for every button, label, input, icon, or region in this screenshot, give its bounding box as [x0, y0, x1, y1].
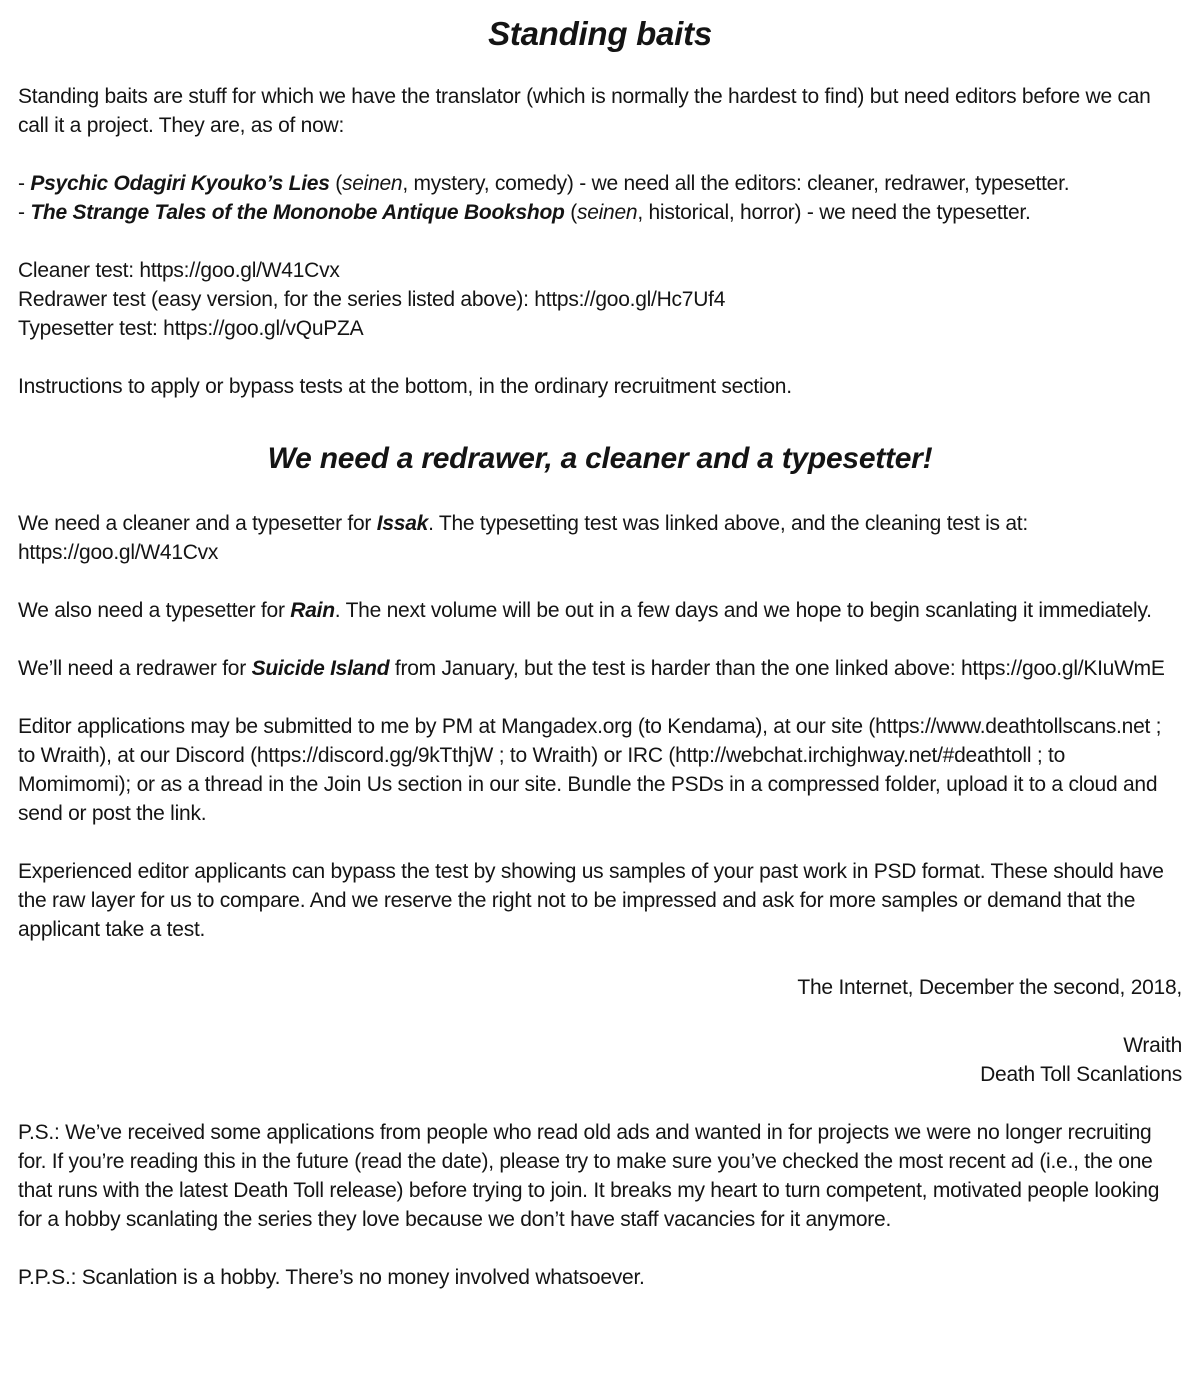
- series-name: The Strange Tales of the Mononobe Antique Bookshop: [30, 201, 565, 224]
- series-item: [18, 198, 1182, 227]
- signature-dateline: The Internet, December the second, 2018,: [797, 976, 1182, 999]
- series-paren: (: [564, 201, 577, 224]
- series-genre: seinen: [341, 172, 403, 195]
- intro-paragraph: Standing baits are stuff for which we have the translator (which is normally the hardest to find) but need editors before we can call it a project. They are, as of now:: [18, 85, 1151, 137]
- rain-text-before: We also need a typesetter for: [18, 599, 291, 622]
- series-item: [18, 169, 1182, 198]
- rain-paragraph: [18, 596, 1182, 625]
- series-needs: , historical, horror) - we need the typesetter.: [637, 201, 1031, 224]
- rain-text-after: . The next volume will be out in a few days and we hope to begin scanlating it immediately.: [334, 599, 1152, 622]
- suicide-island-text-after: from January, but the test is harder than the one linked above: https://goo.gl/KIuWmE: [389, 657, 1165, 680]
- ps-paragraph: P.S.: We’ve received some applications from people who read old ads and wanted in for projects we were no longer recruiting for. If you’re reading this in the future (read the date), please try to make sure you’ve checked the most recent ad (i.e., the one that runs with the latest Death Toll release) before trying to join. It breaks my heart to turn competent, motivated people looking for a hobby scanlating the series they love because we don’t have staff vacancies for it anymore.: [18, 1121, 1160, 1231]
- series-needs: , mystery, comedy) - we need all the editors: cleaner, redrawer, typesetter.: [402, 172, 1070, 195]
- signature-block: [18, 1031, 1182, 1089]
- issak-series-name: Issak: [376, 512, 429, 535]
- issak-text-before: We need a cleaner and a typesetter for: [18, 512, 377, 535]
- bypass-paragraph: Experienced editor applicants can bypass the test by showing us samples of your past work in PSD format. These should have the raw layer for us to compare. And we reserve the right not to be impressed and ask for more samples or demand that the applicant take a test.: [18, 860, 1164, 941]
- cleaner-test-line: Cleaner test: https://goo.gl/W41Cvx: [18, 259, 340, 282]
- instructions-paragraph: Instructions to apply or bypass tests at the bottom, in the ordinary recruitment section.: [18, 375, 792, 398]
- issak-paragraph: [18, 509, 1182, 567]
- series-dash: -: [18, 172, 31, 195]
- suicide-island-series-name: Suicide Island: [251, 657, 390, 680]
- test-links: [18, 256, 1182, 343]
- series-list: [18, 169, 1182, 227]
- pps-paragraph: P.P.S.: Scanlation is a hobby. There’s no money involved whatsoever.: [18, 1266, 645, 1289]
- series-name: Psychic Odagiri Kyouko’s Lies: [30, 172, 330, 195]
- redrawer-test-line: Redrawer test (easy version, for the series listed above): https://goo.gl/Hc7Uf4: [18, 288, 726, 311]
- need-section-title: We need a redrawer, a cleaner and a typesetter!: [267, 442, 933, 475]
- suicide-island-text-before: We’ll need a redrawer for: [18, 657, 252, 680]
- applications-paragraph: Editor applications may be submitted to me by PM at Mangadex.org (to Kendama), at our site (https://www.deathtollscans.net ; to Wraith), at our Discord (https://discord.gg/9kTthjW ; to Wraith) or IRC (http://webchat.irchighway.net/#deathtoll ; to Momimomi); or as a thread in the Join Us section in our site. Bundle the PSDs in a compressed folder, upload it to a cloud and send or post the link.: [18, 715, 1162, 825]
- suicide-island-paragraph: [18, 654, 1182, 683]
- series-genre: seinen: [576, 201, 638, 224]
- signature-author: Wraith: [1123, 1034, 1182, 1057]
- signature-group: Death Toll Scanlations: [980, 1063, 1182, 1086]
- page-title: Standing baits: [488, 15, 712, 52]
- series-dash: -: [18, 201, 31, 224]
- series-paren: (: [329, 172, 342, 195]
- issak-text-after: . The typesetting test was linked above, and the cleaning test is at: https://goo.gl/W41Cvx: [18, 512, 1028, 564]
- typesetter-test-line: Typesetter test: https://goo.gl/vQuPZA: [18, 317, 364, 340]
- rain-series-name: Rain: [290, 599, 335, 622]
